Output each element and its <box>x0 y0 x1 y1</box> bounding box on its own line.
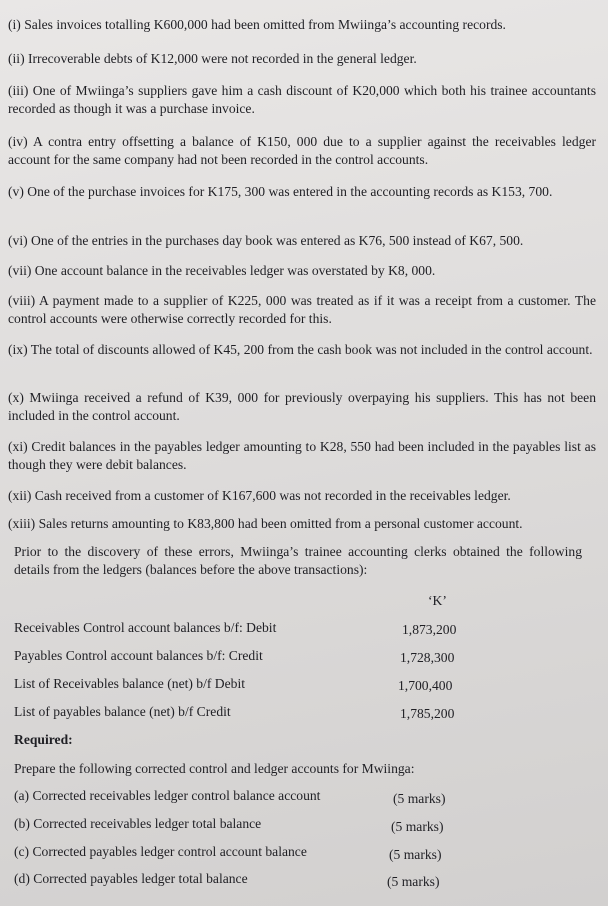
required-part-d: (d) Corrected payables ledger total balance <box>14 871 248 886</box>
required-part-d-marks: (5 marks) <box>387 874 440 889</box>
error-item-i: (i) Sales invoices totalling K600,000 had been omitted from Mwiinga’s accounting records. <box>8 17 506 32</box>
error-item-vi: (vi) One of the entries in the purchases day book was entered as K76, 500 instead of K67, 500. <box>8 233 524 248</box>
error-item-iv: (iv) A contra entry offsetting a balance of K150, 000 due to a supplier against the receivables ledger account for the same company had not been recorded in the control accounts. <box>8 134 596 167</box>
currency-header: ‘K’ <box>428 593 447 608</box>
balance-label-receivables-list: List of Receivables balance (net) b/f Debit <box>14 676 246 691</box>
balance-label-receivables-control: Receivables Control account balances b/f: Debit <box>14 620 277 635</box>
error-item-viii: (viii) A payment made to a supplier of K225, 000 was treated as if it was a receipt from a customer. The control accounts were otherwise correctly recorded for this. <box>8 293 596 326</box>
error-item-x: (x) Mwiinga received a refund of K39, 000 for previously overpaying his suppliers. This has not been included in the control account. <box>8 390 596 423</box>
error-item-xiii: (xiii) Sales returns amounting to K83,800 had been omitted from a personal customer account. <box>8 516 523 531</box>
prior-text: Prior to the discovery of these errors, Mwiinga’s trainee accounting clerks obtained the following details from the ledgers (balances before the above transactions): <box>14 544 582 577</box>
required-part-c: (c) Corrected payables ledger control account balance <box>14 844 307 859</box>
balance-value-receivables-control: 1,873,200 <box>402 622 457 637</box>
balance-value-receivables-list: 1,700,400 <box>398 678 453 693</box>
error-item-xi: (xi) Credit balances in the payables ledger amounting to K28, 550 had been included in the payables list as though they were debit balances. <box>8 439 596 472</box>
error-item-iii: (iii) One of Mwiinga’s suppliers gave him a cash discount of K20,000 which both his trainee accountants recorded as though it was a purchase invoice. <box>8 83 596 116</box>
required-part-c-marks: (5 marks) <box>389 847 442 862</box>
error-item-ix: (ix) The total of discounts allowed of K45, 200 from the cash book was not included in the control account. <box>8 342 593 357</box>
balance-label-payables-list: List of payables balance (net) b/f Credit <box>14 704 231 719</box>
error-item-vii: (vii) One account balance in the receivables ledger was overstated by K8, 000. <box>8 263 436 278</box>
required-heading: Required: <box>14 732 73 747</box>
required-instruction: Prepare the following corrected control and ledger accounts for Mwiinga: <box>14 761 415 776</box>
required-part-b-marks: (5 marks) <box>391 819 444 834</box>
balance-label-payables-control: Payables Control account balances b/f: Credit <box>14 648 263 663</box>
required-part-a-marks: (5 marks) <box>393 791 446 806</box>
error-item-v: (v) One of the purchase invoices for K175, 300 was entered in the accounting records as K153, 700. <box>8 184 553 199</box>
required-part-b: (b) Corrected receivables ledger total balance <box>14 816 262 831</box>
required-part-a: (a) Corrected receivables ledger control balance account <box>14 788 321 803</box>
error-item-ii: (ii) Irrecoverable debts of K12,000 were not recorded in the general ledger. <box>8 51 417 66</box>
balance-value-payables-list: 1,785,200 <box>400 706 455 721</box>
error-item-xii: (xii) Cash received from a customer of K167,600 was not recorded in the receivables ledger. <box>8 488 511 503</box>
balance-value-payables-control: 1,728,300 <box>400 650 455 665</box>
